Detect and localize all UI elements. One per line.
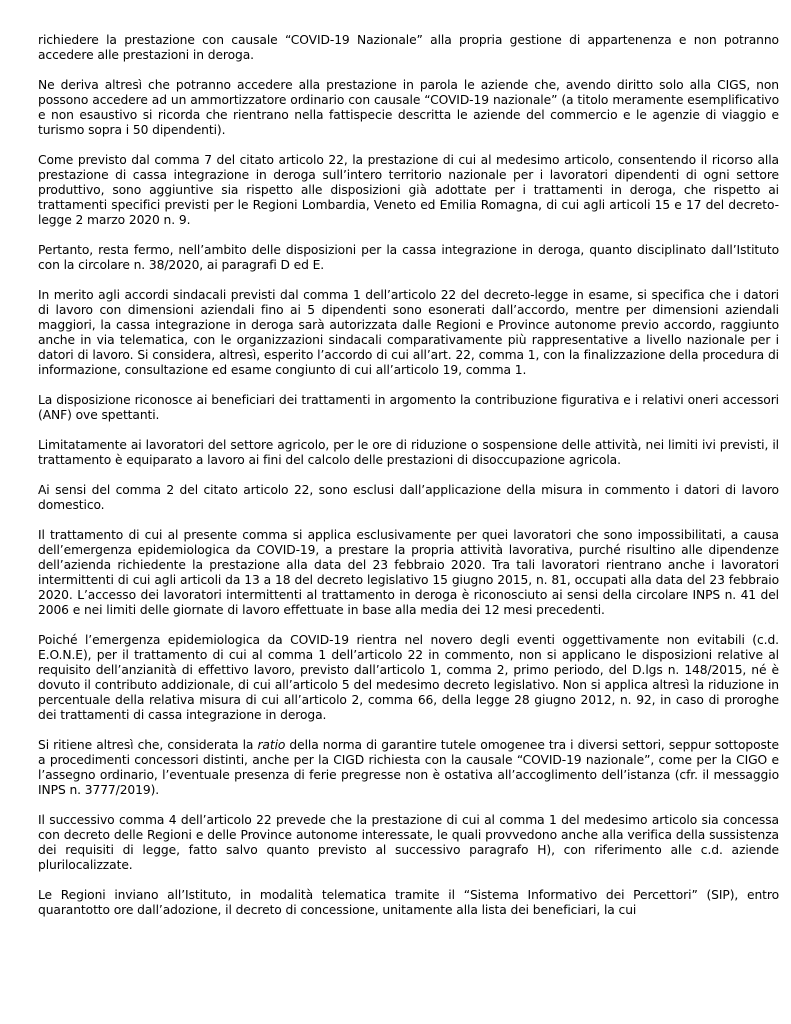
paragraph-contribuzione-figurativa: La disposizione riconosce ai beneficiari dei trattamenti in argomento la contribuzione figurativa e i relativi oneri accessori (ANF) ove spettanti. — [38, 393, 779, 422]
ratio-text-before: Si ritiene altresì che, considerata la — [38, 738, 258, 752]
paragraph-circolare-38: Pertanto, resta fermo, nell’ambito delle disposizioni per la cassa integrazione in deroga, quanto disciplinato dall’Istituto con la circolare n. 38/2020, ai paragrafi D ed E. — [38, 243, 779, 272]
paragraph-lavoro-domestico: Ai sensi del comma 2 del citato articolo 22, sono esclusi dall’applicazione della misura in commento i datori di lavoro domestico. — [38, 483, 779, 512]
paragraph-regioni-sip: Le Regioni inviano all’Istituto, in modalità telematica tramite il “Sistema Informativo dei Percettori” (SIP), entro quarantotto ore dall’adozione, il decreto di concessione, unitamente alla lista dei beneficiari, la cui — [38, 888, 779, 917]
paragraph-comma-4: Il successivo comma 4 dell’articolo 22 prevede che la prestazione di cui al comma 1 del medesimo articolo sia concessa con decreto delle Regioni e delle Province autonome interessate, le quali provvedono anche alla verifica della sussistenza dei requisiti di legge, fatto salvo quanto previsto al successivo paragrafo H), con riferimento alle c.d. aziende plurilocalizzate. — [38, 813, 779, 872]
paragraph-cigs-aziende: Ne deriva altresì che potranno accedere alla prestazione in parola le aziende che, avendo diritto solo alla CIGS, non possono accedere ad un ammortizzatore ordinario con causale “COVID-19 nazionale” (a titolo meramente esemplificativo e non esaustivo si ricorda che rientrano nella fattispecie descritta le aziende del commercio e le agenzie di viaggio e turismo sopra i 50 dipendenti). — [38, 78, 779, 137]
paragraph-comma-7: Come previsto dal comma 7 del citato articolo 22, la prestazione di cui al medesimo articolo, consentendo il ricorso alla prestazione di cassa integrazione in deroga sull’intero territorio nazionale per i lavoratori dipendenti di ogni settore produttivo, sono aggiuntive sia rispetto alle disposizioni già adottate per i trattamenti in deroga, che rispetto ai trattamenti specifici previsti per le Regioni Lombardia, Veneto ed Emilia Romagna, di cui agli articoli 15 e 17 del decreto-legge 2 marzo 2020 n. 9. — [38, 153, 779, 227]
paragraph-eone: Poiché l’emergenza epidemiologica da COVID-19 rientra nel novero degli eventi oggettivamente non evitabili (c.d. E.O.N.E), per il trattamento di cui al comma 1 dell’articolo 22 in commento, non si applicano le disposizioni relative al requisito dell’anzianità di effettivo lavoro, previsto dall’articolo 1, comma 2, primo periodo, del D.lgs n. 148/2015, né è dovuto il contributo addizionale, di cui all’articolo 5 del medesimo decreto legislativo. Non si applica altresì la riduzione in percentuale della relativa misura di cui all’articolo 2, comma 66, della legge 28 giugno 2012, n. 92, in caso di proroghe dei trattamenti di cassa integrazione in deroga. — [38, 633, 779, 722]
paragraph-covid-nazionale: richiedere la prestazione con causale “COVID-19 Nazionale” alla propria gestione di appartenenza e non potranno accedere alle prestazioni in deroga. — [38, 33, 779, 62]
ratio-text-after: della norma di garantire tutele omogenee tra i diversi settori, seppur sottoposte a procedimenti concessori distinti, anche per la CIGD richiesta con la causale “COVID-19 nazionale”, come per la CIGO e l’assegno ordinario, l’eventuale presenza di ferie pregresse non è ostativa all’accoglimento dell’istanza (cfr. il messaggio INPS n. 3777/2019). — [38, 738, 779, 797]
paragraph-settore-agricolo: Limitatamente ai lavoratori del settore agricolo, per le ore di riduzione o sospensione delle attività, nei limiti ivi previsti, il trattamento è equiparato a lavoro ai fini del calcolo delle prestazioni di disoccupazione agricola. — [38, 438, 779, 467]
ratio-italic-word: ratio — [257, 738, 286, 752]
document-page — [38, 33, 779, 933]
paragraph-ratio-ferie — [38, 738, 779, 798]
paragraph-lavoratori-intermittenti: Il trattamento di cui al presente comma si applica esclusivamente per quei lavoratori che sono impossibilitati, a causa dell’emergenza epidemiologica da COVID-19, a prestare la propria attività lavorativa, purché risultino alle dipendenze dell’azienda richiedente la prestazione alla data del 23 febbraio 2020. Tra tali lavoratori rientrano anche i lavoratori intermittenti di cui agli articoli da 13 a 18 del decreto legislativo 15 giugno 2015, n. 81, occupati alla data del 23 febbraio 2020. L’accesso dei lavoratori intermittenti al trattamento in deroga è riconosciuto ai sensi della circolare INPS n. 41 del 2006 e nei limiti delle giornate di lavoro effettuate in base alla media dei 12 mesi precedenti. — [38, 528, 779, 617]
paragraph-accordi-sindacali: In merito agli accordi sindacali previsti dal comma 1 dell’articolo 22 del decreto-legge in esame, si specifica che i datori di lavoro con dimensioni aziendali fino ai 5 dipendenti sono esonerati dall’accordo, mentre per dimensioni aziendali maggiori, la cassa integrazione in deroga sarà autorizzata dalle Regioni e Province autonome previo accordo, raggiunto anche in via telematica, con le organizzazioni sindacali comparativamente più rappresentative a livello nazionale per i datori di lavoro. Si considera, altresì, esperito l’accordo di cui all’art. 22, comma 1, con la finalizzazione della procedura di informazione, consultazione ed esame congiunto di cui all’articolo 19, comma 1. — [38, 288, 779, 377]
